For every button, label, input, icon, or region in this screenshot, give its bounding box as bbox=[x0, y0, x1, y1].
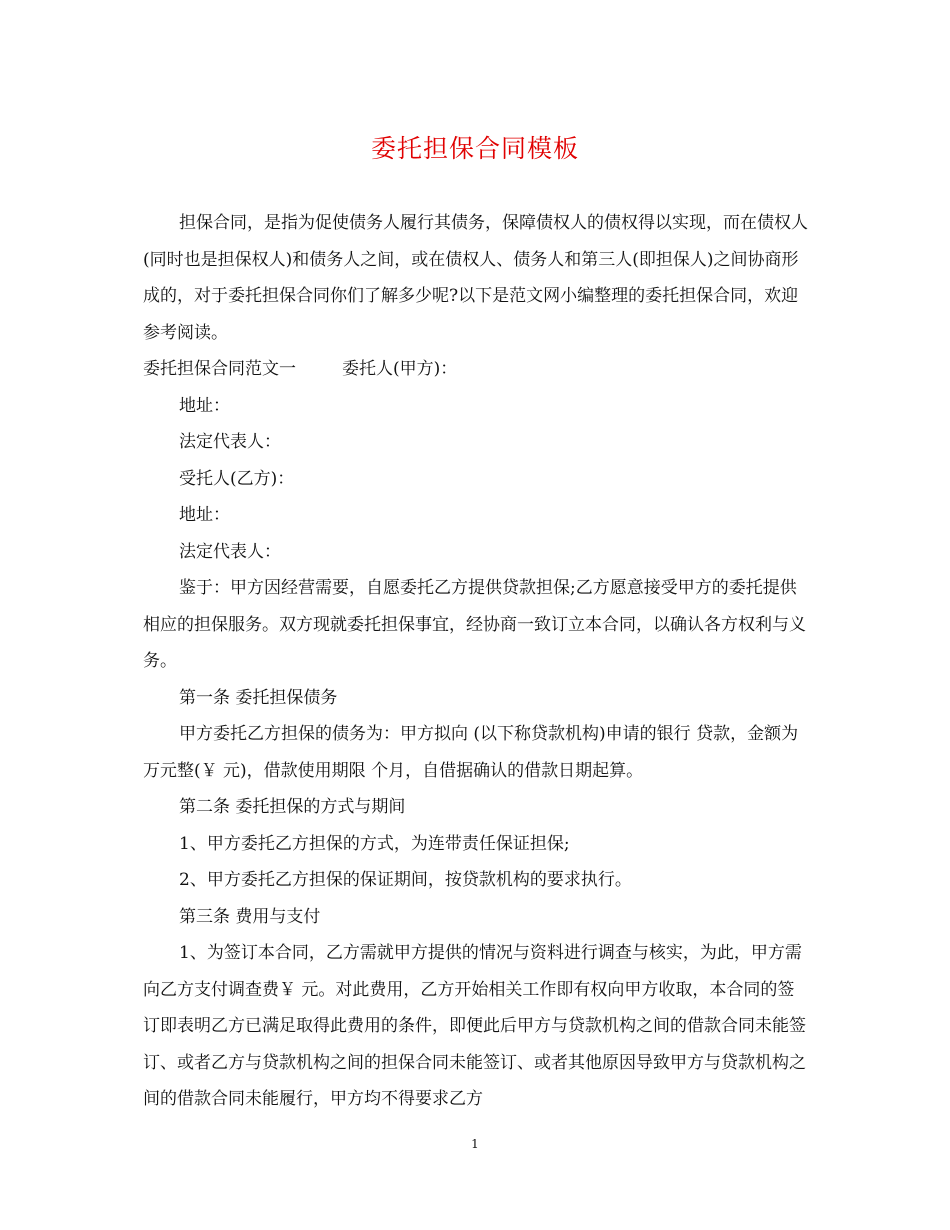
party-a-label: 委托人(甲方)： bbox=[342, 359, 458, 379]
article-3-item-1: 1、为签订本合同，乙方需就甲方提供的情况与资料进行调查与核实，为此，甲方需向乙方支付调查费￥ 元。对此费用，乙方开始相关工作即有权向甲方收取，本合同的签订即表明乙方已满足取得此费用的条件，即便此后甲方与贷款机构之间的借款合同未能签订、或者乙方与贷款机构之间的担保合同未能签订、或者其他原因导致甲方与贷款机构之间的借款合同未能履行，甲方均不得要求乙方 bbox=[143, 943, 806, 1109]
party-b-address: 地址： bbox=[179, 505, 230, 525]
intro-paragraph: 担保合同，是指为促使债务人履行其债务，保障债权人的债权得以实现，而在债权人(同时也是担保权人)和债务人之间，或在债权人、债务人和第三人(即担保人)之间协商形成的，对于委托担保合同你们了解多少呢?以下是范文网小编整理的委托担保合同，欢迎参考阅读。 bbox=[143, 213, 808, 343]
article-1-text: 甲方委托乙方担保的债务为：甲方拟向 (以下称贷款机构)申请的银行 贷款，金额为 万元整(￥ 元)，借款使用期限 个月，自借据确认的借款日期起算。 bbox=[143, 724, 799, 781]
page-number: 1 bbox=[471, 1137, 479, 1151]
party-b-representative: 法定代表人： bbox=[179, 541, 281, 562]
article-2-item-1: 1、甲方委托乙方担保的方式，为连带责任保证担保; bbox=[179, 833, 570, 854]
document-body bbox=[143, 205, 808, 1118]
article-2-item-2: 2、甲方委托乙方担保的保证期间，按贷款机构的要求执行。 bbox=[179, 870, 632, 890]
sample-heading-line bbox=[143, 351, 808, 388]
article-3-title: 第三条 费用与支付 bbox=[179, 906, 321, 927]
party-a-address: 地址： bbox=[179, 395, 230, 416]
party-a-representative: 法定代表人： bbox=[179, 432, 281, 452]
sample-heading: 委托担保合同范文一 bbox=[143, 359, 296, 379]
article-2-title: 第二条 委托担保的方式与期间 bbox=[179, 797, 406, 817]
whereas-paragraph: 鉴于：甲方因经营需要，自愿委托乙方提供贷款担保;乙方愿意接受甲方的委托提供相应的担保服务。双方现就委托担保事宜，经协商一致订立本合同，以确认各方权利与义务。 bbox=[143, 578, 806, 671]
party-b-label: 受托人(乙方)： bbox=[179, 468, 295, 489]
document-title: 委托担保合同模板 bbox=[370, 134, 579, 163]
article-1-title: 第一条 委托担保债务 bbox=[179, 687, 338, 708]
